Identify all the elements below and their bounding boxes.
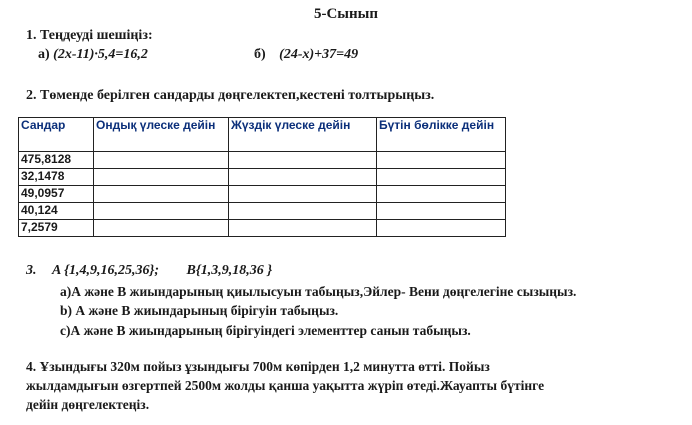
q4-line-1: 4. Ұзындығы 320м пойыз ұзындығы 700м көпірден 1,2 минутта өтті. Пойыз	[26, 359, 490, 374]
answer-cell[interactable]	[94, 203, 229, 220]
header-hundredths: Жүздік үлеске дейін	[229, 118, 377, 152]
answer-cell[interactable]	[377, 220, 506, 237]
answer-cell[interactable]	[229, 152, 377, 169]
set-b: B{1,3,9,18,36 }	[186, 263, 273, 278]
row-number: 40,124	[19, 203, 94, 220]
table-row	[19, 186, 506, 203]
q3-part-c: c)А және В жиындарының бірігуіндегі элементтер санын табыңыз.	[60, 323, 471, 338]
answer-cell[interactable]	[229, 169, 377, 186]
answer-cell[interactable]	[377, 152, 506, 169]
answer-cell[interactable]	[94, 169, 229, 186]
row-number: 475,8128	[19, 152, 94, 169]
table-row	[19, 220, 506, 237]
header-whole: Бүтін бөлікке дейін	[377, 118, 506, 152]
answer-cell[interactable]	[229, 186, 377, 203]
answer-cell[interactable]	[94, 186, 229, 203]
answer-cell[interactable]	[229, 203, 377, 220]
answer-cell[interactable]	[229, 220, 377, 237]
answer-cell[interactable]	[377, 203, 506, 220]
row-number: 7,2579	[19, 220, 94, 237]
q1-a-equation: (2x-11)·5,4=16,2	[53, 47, 148, 62]
q3-part-a: а)А және В жиындарының қиылысуын табыңыз,Эйлер- Вени дөңгелегіне сызыңыз.	[60, 284, 577, 299]
q1-b-equation: (24-x)+37=49	[279, 47, 359, 62]
answer-cell[interactable]	[377, 169, 506, 186]
q4-line-2: жылдамдығын өзгертпей 2500м жолды қанша уақытта жүріп өтеді.Жауапты бүтінге	[26, 378, 545, 393]
answer-cell[interactable]	[94, 220, 229, 237]
answer-cell[interactable]	[377, 186, 506, 203]
rounding-table	[18, 117, 506, 237]
q1-a-label: а)	[38, 47, 50, 62]
header-numbers: Сандар	[19, 118, 94, 152]
q1-heading: 1. Теңдеуді шешіңіз:	[26, 28, 153, 43]
q3-sets	[26, 263, 272, 279]
q4-line-3: дейін дөңгелектеңіз.	[26, 397, 150, 412]
table-row	[19, 152, 506, 169]
q3-label: 3.	[26, 263, 37, 278]
table-row	[19, 169, 506, 186]
page-title: 5-Сынып	[313, 6, 379, 22]
table-header-row	[19, 118, 506, 152]
q1-a	[38, 47, 148, 63]
table-row	[19, 203, 506, 220]
q2-heading: 2. Төменде берілген сандарды дөңгелектеп,кестені толтырыңыз.	[26, 88, 435, 103]
q3-part-b: b) А және В жиындарының бірігуін табыңыз.	[60, 303, 339, 318]
q1-b-label: б)	[254, 47, 266, 62]
header-tenths: Ондық үлеске дейін	[94, 118, 229, 152]
q1-b	[254, 47, 358, 63]
row-number: 49,0957	[19, 186, 94, 203]
answer-cell[interactable]	[94, 152, 229, 169]
set-a: A {1,4,9,16,25,36};	[52, 263, 159, 278]
row-number: 32,1478	[19, 169, 94, 186]
